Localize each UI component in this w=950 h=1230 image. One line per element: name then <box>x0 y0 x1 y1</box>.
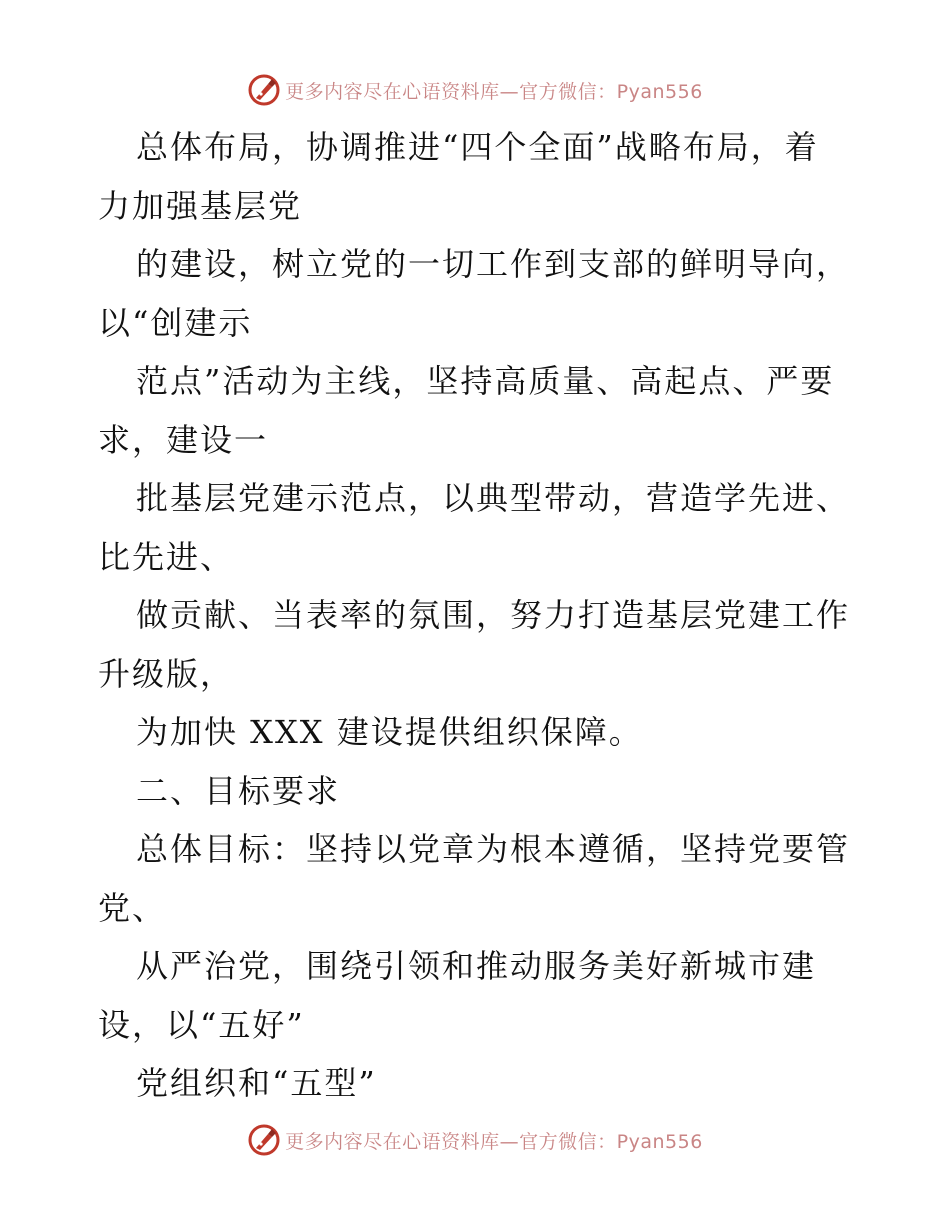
paragraph-line: 求，建设一 <box>98 420 269 459</box>
header-banner-text: 更多内容尽在心语资料库—官方微信：Pyan556 <box>285 80 703 103</box>
paragraph-line: 范点”活动为主线，坚持高质量、高起点、严要 <box>136 362 835 400</box>
paragraph-line: 升级版， <box>98 654 235 693</box>
pen-nib-logo-icon <box>247 1123 281 1157</box>
paragraph-line: 比先进、 <box>98 537 235 576</box>
paragraph-line: 做贡献、当表率的氛围，努力打造基层党建工作 <box>136 596 851 634</box>
pen-nib-logo-icon <box>247 73 281 107</box>
paragraph-line: 为加快 XXX 建设提供组织保障。 <box>136 713 643 751</box>
paragraph-line: 力加强基层党 <box>98 186 303 225</box>
paragraph-line: 总体布局，协调推进“四个全面”战略布局，着 <box>136 128 819 166</box>
paragraph-line: 以“创建示 <box>98 303 253 342</box>
footer-banner-text: 更多内容尽在心语资料库—官方微信：Pyan556 <box>285 1130 703 1153</box>
paragraph-line: 党、 <box>98 888 167 927</box>
paragraph-line: 从严治党，围绕引领和推动服务美好新城市建 <box>136 947 817 985</box>
section-heading: 二、目标要求 <box>136 771 341 810</box>
footer-banner <box>0 1120 950 1160</box>
paragraph-line: 总体目标：坚持以党章为根本遵循，坚持党要管 <box>136 830 851 868</box>
paragraph-line: 设，以“五好” <box>98 1005 305 1044</box>
paragraph-line: 的建设，树立党的一切工作到支部的鲜明导向， <box>136 245 851 283</box>
paragraph-line: 党组织和“五型” <box>136 1064 377 1102</box>
document-body <box>98 118 858 1113</box>
paragraph-line: 批基层党建示范点，以典型带动，营造学先进、 <box>136 479 851 517</box>
header-banner <box>0 70 950 110</box>
